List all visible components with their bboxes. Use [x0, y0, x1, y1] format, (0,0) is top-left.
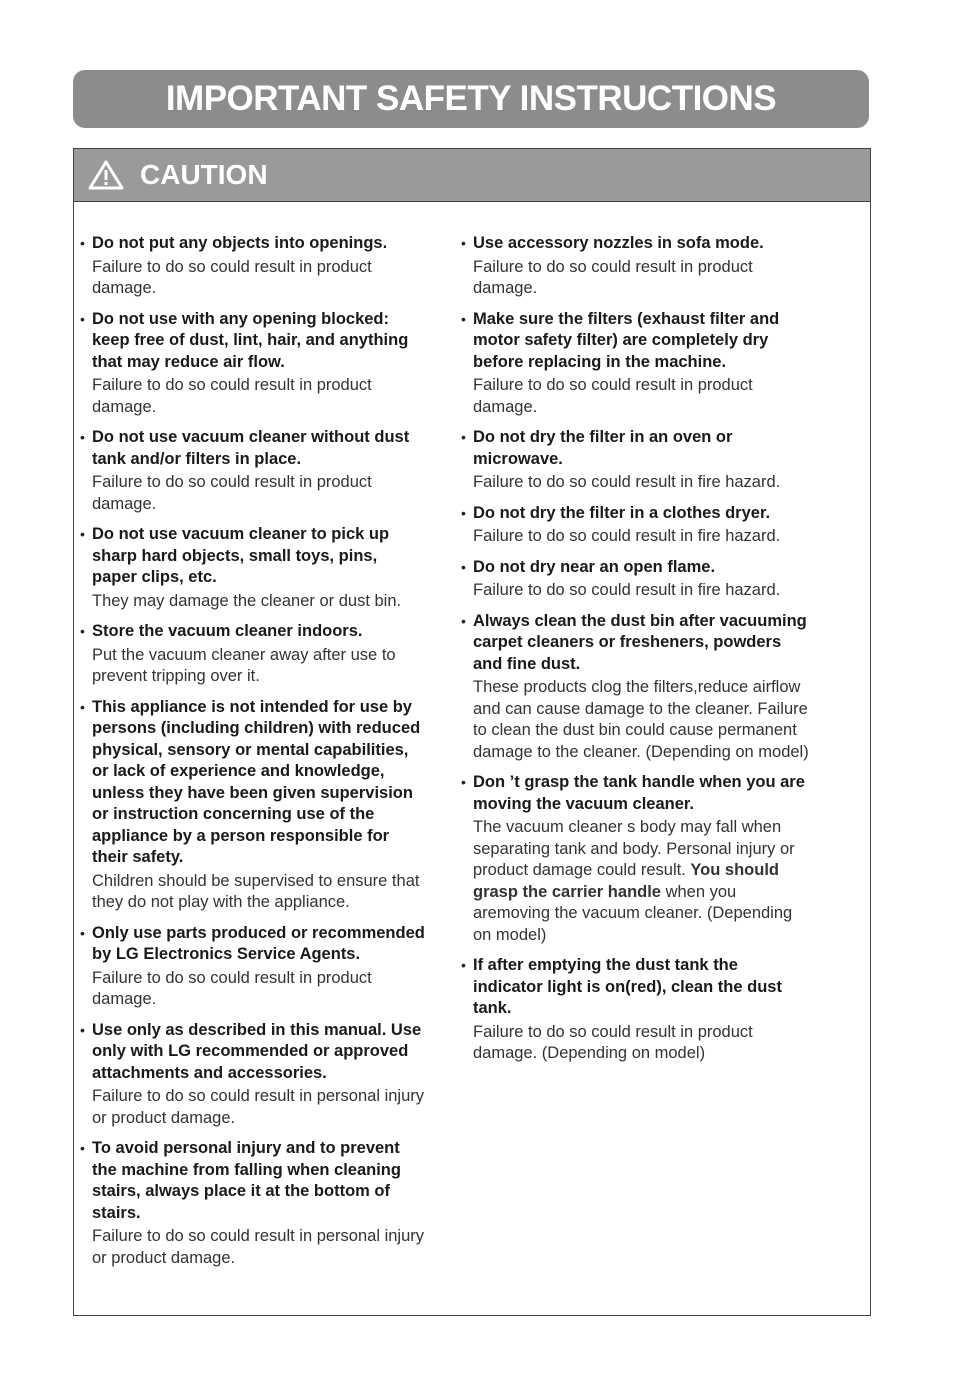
caution-label: CAUTION — [140, 159, 268, 190]
list-item: • If after emptying the dust tank the indicator light is on(red), clean the dust tank. Failure to do so could result in product damage. (Depending on model) — [461, 956, 782, 1062]
page-title: IMPORTANT SAFETY INSTRUCTIONS — [165, 79, 777, 118]
list-item: • Do not dry near an open flame. Failure to do so could result in fire hazard. — [461, 557, 781, 599]
list-item: • This appliance is not intended for use by persons (including children) with reduced physical, sensory or mental capabilities, or lack of experience and knowledge, unless they have been given supervision or instruction concerning use of the appliance by a person responsible for their safety. Children should be supervised to ensure that they do not play with the appliance. — [80, 697, 421, 911]
list-item: • Make sure the filters (exhaust filter and motor safety filter) are completely dry before replacing in the machine. Failure to do so could result in product damage. — [461, 309, 780, 416]
caution-box — [73, 148, 871, 1316]
list-item: • To avoid personal injury and to prevent the machine from falling when cleaning stairs, always place it at the bottom of stairs. Failure to do so could result in personal injury or product damage. — [80, 1139, 425, 1267]
caution-header — [74, 149, 870, 202]
warning-icon — [88, 160, 124, 190]
list-item: • Do not use vacuum cleaner without dust tank and/or filters in place. Failure to do so could result in product damage. — [80, 428, 410, 513]
list-item: • Do not put any objects into openings. Failure to do so could result in product damage. — [80, 234, 388, 297]
list-item: • Do not use with any opening blocked: keep free of dust, lint, hair, and anything that may reduce air flow. Failure to do so could result in product damage. — [80, 309, 409, 416]
right-column — [461, 233, 811, 1074]
list-item: • Don ’t grasp the tank handle when you are moving the vacuum cleaner. The vacuum cleaner s body may fall when separating tank and body. Personal injury or product damage could result. You should grasp the carrier handle when you aremoving the vacuum cleaner. (Depending on model) — [461, 773, 805, 944]
list-item: • Only use parts produced or recommended by LG Electronics Service Agents. Failure to do so could result in product damage. — [80, 923, 425, 1008]
list-item: • Use only as described in this manual. Use only with LG recommended or approved attachments and accessories. Failure to do so could result in personal injury or product damage. — [80, 1020, 425, 1127]
list-item: • Always clean the dust bin after vacuuming carpet cleaners or fresheners, powders and fine dust. These products clog the filters,reduce airflow and can cause damage to the cleaner. Failure to clean the dust bin could cause permanent damage to the cleaner. (Depending on model) — [461, 611, 809, 761]
list-item: • Do not use vacuum cleaner to pick up sharp hard objects, small toys, pins, paper clips, etc. They may damage the cleaner or dust bin. — [80, 525, 402, 610]
title-banner — [73, 70, 869, 128]
list-item: • Do not dry the filter in a clothes dryer. Failure to do so could result in fire hazard. — [461, 503, 781, 545]
list-item: • Use accessory nozzles in sofa mode. Failure to do so could result in product damage. — [461, 234, 764, 297]
list-item: • Store the vacuum cleaner indoors. Put the vacuum cleaner away after use to prevent tripping over it. — [80, 622, 396, 685]
left-column — [80, 233, 425, 1278]
list-item: • Do not dry the filter in an oven or microwave. Failure to do so could result in fire hazard. — [461, 428, 781, 491]
